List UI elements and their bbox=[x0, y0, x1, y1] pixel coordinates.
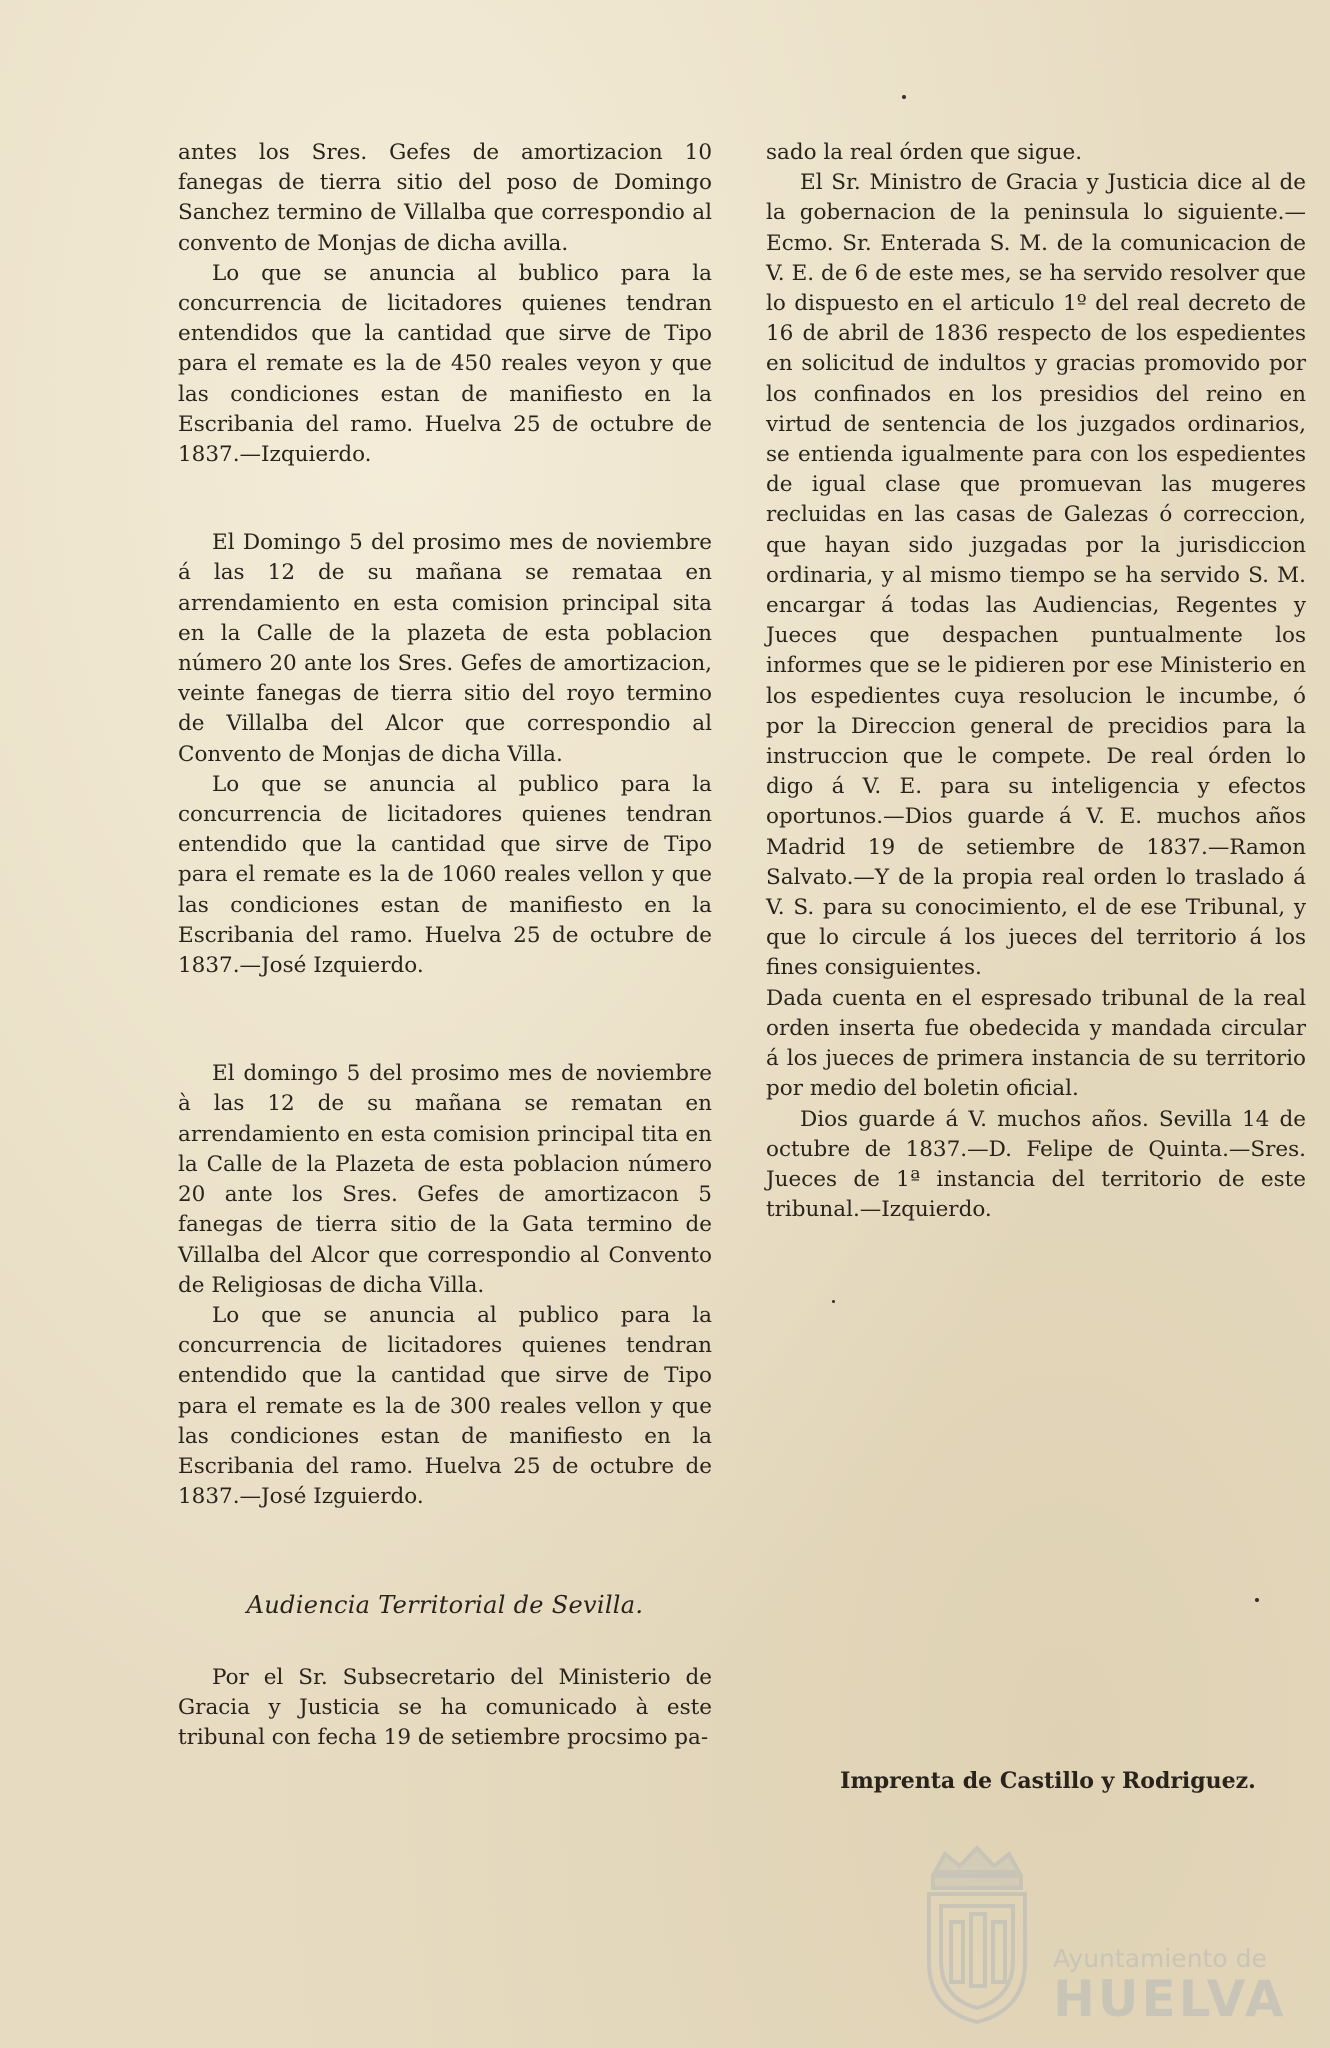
archive-watermark bbox=[915, 1842, 1287, 2032]
ink-speck bbox=[832, 1300, 835, 1303]
notice-2-body: El Domingo 5 del prosimo mes de noviembre á las 12 de su mañana se remataa en arrendamiento en esta comision principal sita en la Calle de la plazeta de esta poblacion número 20 ante los Sres. Gefes de amortizacion, veinte fanegas de tierra sitio del royo termino de Villalba del Alcor que correspondio al Convento de Monjas de dicha Villa. bbox=[178, 530, 712, 767]
royal-order-text: El Sr. Ministro de Gracia y Justicia dice al de la gobernacion de la peninsula lo siguiente.—Ecmo. Sr. Enterada S. M. de la comunicacion de V. E. de 6 de este mes, se ha servido resolver que lo dispuesto en el articulo 1º del real decreto de 16 de abril de 1836 respecto de los espedientes en solicitud de indultos y gracias promovido por los confinados en los presidios del reino en virtud de sentencia de los juzgados ordinarios, se entienda igualmente para con los espedientes de igual clase que promuevan las mugeres recluidas en las casas de Galezas ó correccion, que hayan sido juzgadas por la jurisdiccion ordinaria, y al mismo tiempo se ha servido S. M. encargar á todas las Audiencias, Regentes y Jueces que despachen puntualmente los informes que se le pidieren por ese Ministerio en los espedientes cuya resolucion le incumbe, ó por la Direccion general de precidios para la instruccion que le compete. De real órden lo digo á V. E. para su inteligencia y efectos oportunos.—Dios guarde á V. E. muchos años Madrid 19 de setiembre de 1837.—Ramon Salvato.—Y de la propia real orden lo traslado á V. S. para su conocimiento, el de ese Tribunal, y que lo circule á los jueces del territorio á los fines consiguientes. bbox=[766, 170, 1306, 981]
right-column bbox=[766, 138, 1306, 1225]
tribunal-resolution: Dada cuenta en el espresado tribunal de la real orden inserta fue obedecida y mandada circular á los jueces de primera instancia de su territorio por medio del boletin oficial. bbox=[766, 985, 1306, 1102]
notice-continuation: antes los Sres. Gefes de amortizacion 10 fanegas de tierra sitio del poso de Domingo Sanchez termino de Villalba que correspondio al convento de Monjas de dicha avilla. bbox=[178, 140, 712, 256]
notice-2-announcement: Lo que se anuncia al publico para la concurrencia de licitadores quienes tendran entendido que la cantidad que sirve de Tipo para el remate es la de 1060 reales vellon y que las condiciones estan de manifiesto en la Escribania del ramo. Huelva 25 de octubre de 1837.—José Izquierdo. bbox=[178, 771, 712, 979]
section-heading: Audiencia Territorial de Sevilla. bbox=[246, 1591, 644, 1620]
city-crest-icon bbox=[915, 1842, 1040, 2027]
ink-speck bbox=[1255, 1598, 1259, 1602]
printer-imprint: Imprenta de Castillo y Rodriguez. bbox=[840, 1768, 1256, 1794]
ink-speck bbox=[902, 95, 906, 99]
watermark-line-2: HUELVA bbox=[1053, 1970, 1287, 2028]
notice-3-announcement: Lo que se anuncia al publico para la concurrencia de licitadores quienes tendran entendido que la cantidad que sirve de Tipo para el remate es la de 300 reales vellon y que las condiciones estan de manifiesto en la Escribania del ramo. Huelva 25 de octubre de 1837.—José Izguierdo. bbox=[178, 1302, 712, 1510]
audiencia-continuation: sado la real órden que sigue. bbox=[766, 140, 1083, 165]
audiencia-intro: Por el Sr. Subsecretario del Ministerio de Gracia y Justicia se ha comunicado à este tribunal con fecha 19 de setiembre procsimo pa- bbox=[178, 1664, 712, 1750]
closing-signature: Dios guarde á V. muchos años. Sevilla 14 de octubre de 1837.—D. Felipe de Quinta.—Sres. Jueces de 1ª instancia del territorio de este tribunal.—Izquierdo. bbox=[766, 1106, 1306, 1223]
notice-3-body: El domingo 5 del prosimo mes de noviembre à las 12 de su mañana se rematan en arrendamiento en esta comision principal tita en la Calle de la Plazeta de esta poblacion número 20 ante los Sres. Gefes de amortizacon 5 fanegas de tierra sitio de la Gata termino de Villalba del Alcor que correspondio al Convento de Religiosas de dicha Villa. bbox=[178, 1061, 712, 1298]
notice-1-announcement: Lo que se anuncia al bublico para la concurrencia de licitadores quienes tendran entendidos que la cantidad que sirve de Tipo para el remate es la de 450 reales veyon y que las condiciones estan de manifiesto en la Escribania del ramo. Huelva 25 de octubre de 1837.—Izquierdo. bbox=[178, 260, 712, 468]
left-column bbox=[178, 138, 712, 1753]
watermark-line-1: Ayuntamiento de bbox=[1053, 1944, 1267, 1973]
